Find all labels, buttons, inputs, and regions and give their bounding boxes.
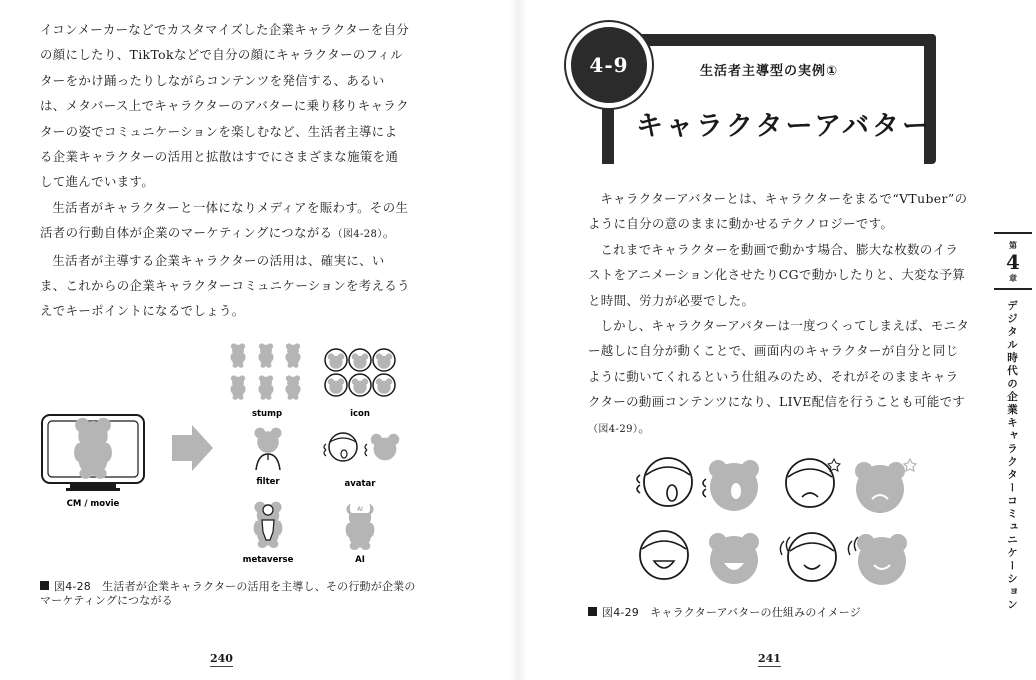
face-icon (780, 533, 836, 581)
section-number: 4-9 (589, 53, 629, 77)
section-number-badge (566, 22, 652, 108)
figure-reference: （図4-28） (332, 229, 383, 241)
tab-rule (994, 288, 1032, 290)
sentence-end: 。 (382, 225, 396, 241)
tv-icon (42, 415, 144, 491)
chapter-title-vertical: デジタル時代の企業キャラクターコミュニケーション (1006, 300, 1018, 612)
star-icon (904, 459, 916, 471)
face-icon (640, 531, 688, 579)
cm-label: CM / movie (66, 499, 120, 509)
chapter-number: 4 (1006, 250, 1020, 274)
tab-rule (994, 232, 1032, 234)
caption-bullet (40, 581, 49, 590)
section-title: キャラクターアバター (636, 111, 932, 142)
bear-icon (848, 534, 907, 585)
figure-4-28 (30, 330, 420, 570)
section-frame (612, 34, 936, 46)
arrow-right-icon (172, 425, 213, 471)
chapter-side-tab (992, 232, 1036, 612)
face-icon (786, 459, 840, 507)
right-paragraph: キャラクターアバターとは、キャラクターをまるで“VTuber”のように自分の意のままに動かせるテクノロジーです。 (588, 191, 968, 232)
left-paragraph-text: 生活者がキャラクターと一体になりメディアを賑わす。その生活者の行動自体が企業のマーケティングにつながる (40, 199, 409, 241)
filter-figure (255, 428, 282, 470)
chapter-prefix: 第 (1009, 241, 1017, 250)
figure-4-29 (618, 445, 938, 595)
bear-icon (703, 460, 759, 511)
right-body-text (588, 186, 970, 442)
right-paragraph-text: しかし、キャラクターアバターは一度つくってしまえば、モニター越しに自分が動くことで、画面内のキャラクターが自分と同じように動いてくれるという仕組みのため、それがそのままキャラクターの動画コンテンツになり、LIVE配信を行うことも可能です (588, 318, 970, 410)
sentence-end: 。 (638, 419, 652, 435)
chapter-suffix: 章 (1009, 274, 1017, 283)
stump-label: stump (251, 409, 283, 419)
face-icon (637, 458, 692, 506)
figure-4-29-caption (588, 606, 948, 620)
ai-badge-text: AI (357, 506, 363, 513)
ai-figure (346, 503, 375, 550)
left-paragraph: 生活者が主導する企業キャラクターの活用は、確実に、いま、これからの企業キャラクターコミュニケーションを考えるうえでキーポイントになるでしょう。 (40, 252, 410, 319)
figure-4-28-caption (40, 580, 420, 608)
left-paragraph: イコンメーカーなどでカスタマイズした企業キャラクターを自分の顔にしたり、TikTokなどで自分の顔にキャラクターのフィルターをかけ踊ったりしながらコンテンツを発信する、あるいは、メタバース上でキャラクターのアバターに乗り移りキャラクターの姿でコミュニケーションを楽しむなど、生活者主導による企業キャラクターの活用と拡散はすでにさまざまな施策を通して進んでいます。 (40, 22, 410, 190)
page-number: 240 (210, 652, 233, 665)
right-paragraph (588, 313, 970, 442)
left-paragraph (40, 195, 410, 248)
section-frame (924, 34, 936, 164)
section-subtitle: 生活者主導型の実例① (700, 64, 839, 79)
section-header (588, 34, 936, 164)
right-paragraph: これまでキャラクターを動画で動かす場合、膨大な枚数のイラストをアニメーション化させたりCGで動かしたりと、大変な予算と時間、労力が必要でした。 (588, 241, 966, 308)
bear-icon (709, 533, 759, 584)
icon-bears (325, 349, 395, 396)
avatar-figure (324, 433, 399, 461)
metaverse-label: metaverse (242, 555, 294, 565)
metaverse-figure (254, 502, 283, 548)
filter-label: filter (256, 477, 280, 487)
icon-label: icon (350, 409, 370, 419)
ai-label: AI (355, 555, 365, 565)
left-body-text (40, 17, 410, 324)
page-number: 241 (758, 652, 781, 665)
avatar-label: avatar (344, 479, 376, 489)
right-page (518, 0, 1036, 680)
caption-text: 図4-29 キャラクターアバターの仕組みのイメージ (602, 606, 861, 619)
caption-text: 図4-28 生活者が企業キャラクターの活用を主導し、その行動が企業のマーケティングにつながる (40, 580, 416, 607)
bear-icon (855, 459, 916, 513)
figure-reference: （図4-29） (588, 423, 639, 435)
caption-bullet (588, 607, 597, 616)
stump-bears (230, 343, 300, 399)
